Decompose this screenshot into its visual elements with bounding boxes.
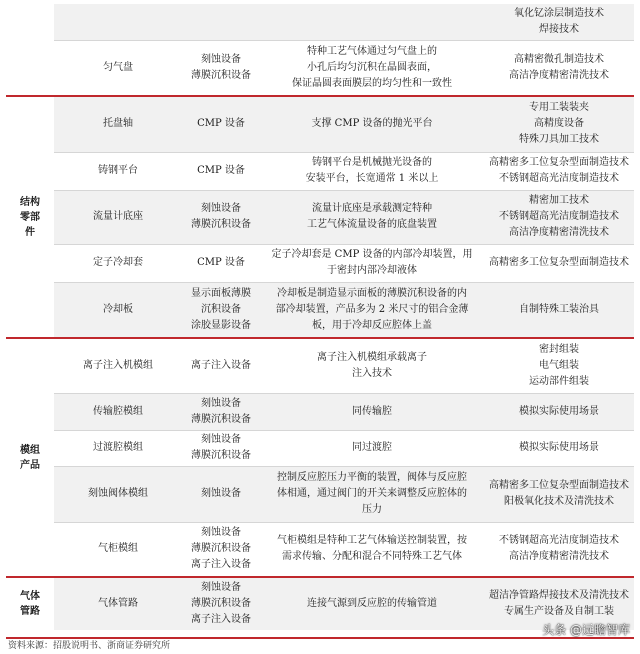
technology-cell xyxy=(484,152,634,190)
equipment-cell xyxy=(182,577,260,630)
table-bottom-rule xyxy=(6,637,634,639)
description-cell xyxy=(260,577,484,630)
description-cell xyxy=(260,430,484,466)
table-row xyxy=(6,96,634,152)
description-line: 于密封内部冷却液体 xyxy=(327,265,417,276)
equipment-cell xyxy=(182,466,260,522)
technology-line: 阳极氧化技术及清洗技术 xyxy=(504,496,614,507)
description-cell xyxy=(260,40,484,96)
description-cell xyxy=(260,244,484,282)
technology-line: 运动部件组装 xyxy=(529,375,589,387)
description-line: 流量计底座是承载测定特种 xyxy=(312,203,432,214)
equipment-line: 刻蚀设备 xyxy=(201,397,241,409)
description-cell xyxy=(260,393,484,430)
technology-cell xyxy=(484,40,634,96)
equipment-line: CMP 设备 xyxy=(197,165,245,176)
part-name xyxy=(54,4,182,40)
table-row xyxy=(6,4,634,40)
description-line: 离子注入机模组承载离子 xyxy=(317,351,427,363)
description-line: 连接气源到反应腔的传输管道 xyxy=(307,598,437,609)
equipment-line: 刻蚀设备 xyxy=(201,488,241,499)
technology-cell xyxy=(484,4,634,40)
part-name: 传输腔模组 xyxy=(54,393,182,430)
description-line: 冷却板是制造显示面板的薄膜沉积设备的内 xyxy=(277,287,467,299)
description-cell xyxy=(260,282,484,338)
description-line: 特种工艺气体通过匀气盘上的 xyxy=(307,45,437,57)
equipment-line: CMP 设备 xyxy=(197,118,245,130)
table-row xyxy=(6,577,634,630)
part-name: 气体管路 xyxy=(54,577,182,630)
equipment-cell xyxy=(182,40,260,96)
technology-line: 焊接技术 xyxy=(539,23,579,35)
equipment-line: 薄膜沉积设备 xyxy=(191,69,251,81)
equipment-line: 刻蚀设备 xyxy=(201,527,241,539)
technology-line: 专用工装装夹 xyxy=(529,102,589,114)
equipment-line: 薄膜沉积设备 xyxy=(191,598,251,609)
category-label: 模组 产品 xyxy=(6,338,54,577)
equipment-cell xyxy=(182,430,260,466)
description-cell xyxy=(260,152,484,190)
technology-line: 高洁净度精密清洗技术 xyxy=(509,227,609,238)
technology-line: 精密加工技术 xyxy=(529,195,589,206)
part-name: 离子注入机模组 xyxy=(54,338,182,393)
technology-line: 高精密多工位复杂型面制造技术 xyxy=(489,157,629,168)
technology-line: 超洁净管路焊接技术及清洗技术 xyxy=(489,590,629,601)
part-name: 刻蚀阀体模组 xyxy=(54,466,182,522)
technology-line: 电气组装 xyxy=(539,359,579,371)
technology-line: 高洁净度精密清洗技术 xyxy=(509,551,609,563)
technology-line: 高精密多工位复杂型面制造技术 xyxy=(489,257,629,268)
technology-cell xyxy=(484,282,634,338)
technology-line: 专属生产设备及自制工装 xyxy=(504,606,614,617)
category-label: 结构 零部 件 xyxy=(6,96,54,338)
equipment-line: 薄膜沉积设备 xyxy=(191,450,251,461)
equipment-cell xyxy=(182,522,260,577)
description-line: 保证晶圆表面膜层的均匀性和一致性 xyxy=(292,77,452,89)
description-line: 安装平台，长宽通常 1 米以上 xyxy=(305,173,439,184)
technology-line: 模拟实际使用场景 xyxy=(519,442,599,453)
equipment-line: 离子注入设备 xyxy=(191,559,251,571)
description-line: 气柜模组是特种工艺气体输送控制装置，按 xyxy=(277,535,467,547)
equipment-line: 刻蚀设备 xyxy=(201,434,241,445)
table-row xyxy=(6,522,634,577)
table-row xyxy=(6,152,634,190)
technology-line: 不锈钢超高光洁度制造技术 xyxy=(499,211,619,222)
technology-line: 高洁净度精密清洗技术 xyxy=(509,69,609,81)
category-cell xyxy=(6,40,54,96)
equipment-line: 薄膜沉积设备 xyxy=(191,543,251,555)
description-cell xyxy=(260,96,484,152)
description-line: 定子冷却套是 CMP 设备的内部冷却装置，用 xyxy=(271,249,473,260)
technology-cell xyxy=(484,190,634,244)
description-line: 注入技术 xyxy=(352,367,392,379)
equipment-cell xyxy=(182,96,260,152)
equipment-line: 刻蚀设备 xyxy=(201,582,241,593)
table-row xyxy=(6,282,634,338)
part-name: 气柜模组 xyxy=(54,522,182,577)
equipment-line: 刻蚀设备 xyxy=(201,53,241,65)
technology-line: 模拟实际使用场景 xyxy=(519,405,599,417)
category-label: 气体 管路 xyxy=(6,577,54,630)
table-row xyxy=(6,430,634,466)
technology-line: 高精密微孔制造技术 xyxy=(514,53,604,65)
technology-line: 高精度设备 xyxy=(534,118,584,130)
technology-cell xyxy=(484,338,634,393)
technology-line: 氧化钇涂层制造技术 xyxy=(514,7,604,19)
description-cell xyxy=(260,466,484,522)
table-row xyxy=(6,40,634,96)
technology-cell xyxy=(484,466,634,522)
part-name: 铸钢平台 xyxy=(54,152,182,190)
part-name: 过渡腔模组 xyxy=(54,430,182,466)
equipment-line: 薄膜沉积设备 xyxy=(191,413,251,425)
description-line: 控制反应腔压力平衡的装置，阀体与反应腔 xyxy=(277,472,467,483)
part-name: 匀气盘 xyxy=(54,40,182,96)
category-cell xyxy=(6,4,54,40)
equipment-cell xyxy=(182,393,260,430)
technology-cell xyxy=(484,430,634,466)
technology-line: 自制特殊工装治具 xyxy=(519,303,599,315)
technology-line: 高精密多工位复杂型面制造技术 xyxy=(489,480,629,491)
table-row xyxy=(6,244,634,282)
equipment-line: 离子注入设备 xyxy=(191,359,251,371)
part-name: 冷却板 xyxy=(54,282,182,338)
description-line: 小孔后均匀沉积在晶圆表面， xyxy=(307,61,437,73)
equipment-line: CMP 设备 xyxy=(197,257,245,268)
equipment-line: 薄膜沉积设备 xyxy=(191,219,251,230)
technology-line: 不锈钢超高光洁度制造技术 xyxy=(499,173,619,184)
technology-line: 密封组装 xyxy=(539,343,579,355)
description-line: 板，用于冷却反应腔体上盖 xyxy=(312,319,432,331)
parts-table xyxy=(6,4,634,630)
technology-cell xyxy=(484,393,634,430)
equipment-cell xyxy=(182,282,260,338)
technology-cell xyxy=(484,244,634,282)
description-line: 支撑 CMP 设备的抛光平台 xyxy=(311,118,433,130)
table-row xyxy=(6,338,634,393)
description-line: 体相通，通过阀门的开关来调整反应腔体的 xyxy=(277,488,467,499)
technology-line: 不锈钢超高光洁度制造技术 xyxy=(499,535,619,547)
technology-line: 特殊刀具加工技术 xyxy=(519,134,599,146)
table-row xyxy=(6,393,634,430)
equipment-line: 涂胶显影设备 xyxy=(191,319,251,331)
part-name: 定子冷却套 xyxy=(54,244,182,282)
watermark: 头条 @远瞻智库 xyxy=(542,623,630,637)
equipment-cell xyxy=(182,4,260,40)
description-line: 同传输腔 xyxy=(352,405,392,417)
equipment-line: 刻蚀设备 xyxy=(201,203,241,214)
equipment-line: 离子注入设备 xyxy=(191,614,251,625)
table-row xyxy=(6,466,634,522)
description-cell xyxy=(260,522,484,577)
source-note: 资料来源：招股说明书、浙商证券研究所 xyxy=(8,641,171,651)
part-name: 托盘轴 xyxy=(54,96,182,152)
technology-cell xyxy=(484,96,634,152)
description-line: 同过渡腔 xyxy=(352,442,392,453)
equipment-line: 显示面板薄膜 xyxy=(191,287,251,299)
technology-cell xyxy=(484,522,634,577)
part-name: 流量计底座 xyxy=(54,190,182,244)
description-line: 铸钢平台是机械抛光设备的 xyxy=(312,157,432,168)
description-line: 部冷却装置，产品多为 2 米尺寸的铝合金薄 xyxy=(275,303,469,315)
description-line: 需求传输、分配和混合不同特殊工艺气体 xyxy=(282,551,462,563)
description-cell xyxy=(260,4,484,40)
equipment-line: 沉积设备 xyxy=(201,303,241,315)
description-line: 压力 xyxy=(362,504,382,515)
description-line: 工艺气体流量设备的底盘装置 xyxy=(307,219,437,230)
equipment-cell xyxy=(182,152,260,190)
description-cell xyxy=(260,338,484,393)
equipment-cell xyxy=(182,244,260,282)
equipment-cell xyxy=(182,338,260,393)
equipment-cell xyxy=(182,190,260,244)
description-cell xyxy=(260,190,484,244)
table-row xyxy=(6,190,634,244)
